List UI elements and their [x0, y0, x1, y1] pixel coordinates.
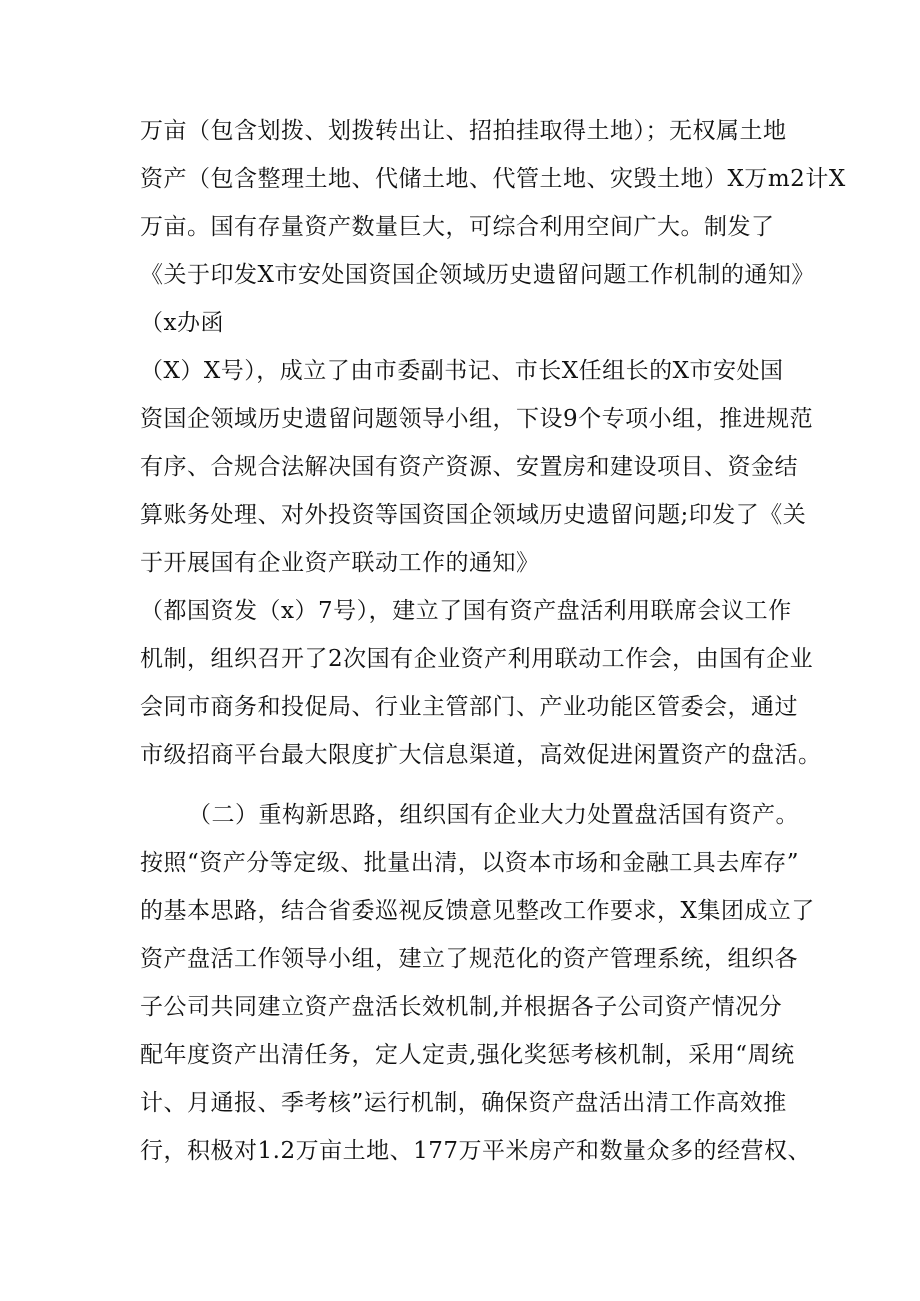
text-line: 配年度资产出清任务，定人定责,强化奖惩考核机制，采用“周统 — [140, 1042, 795, 1068]
text-line: 资产盘活工作领导小组，建立了规范化的资产管理系统，组织各 — [140, 946, 798, 972]
text-line: 算账务处理、对外投资等国资国企领域历史遗留问题;印发了《关 — [140, 502, 807, 528]
text-line: （x办函 — [140, 310, 224, 336]
text-line: 机制，组织召开了2次国有企业资产利用联动工作会，由国有企业 — [140, 646, 814, 672]
text-line: 《关于印发X市安处国资国企领域历史遗留问题工作机制的通知》 — [140, 262, 815, 288]
text-line: 资产（包含整理土地、代储土地、代管土地、灾毁土地）X万m2计X — [140, 166, 846, 192]
text-line: （X）X号），成立了由市委副书记、市长X任组长的X市安处国 — [140, 358, 784, 384]
text-line: 的基本思路，结合省委巡视反馈意见整改工作要求，X集团成立了 — [140, 898, 815, 924]
text-line: 有序、合规合法解决国有资产资源、安置房和建设项目、资金结 — [140, 454, 798, 480]
text-line: （都国资发（x）7号），建立了国有资产盘活利用联席会议工作 — [140, 598, 792, 624]
text-line: 万亩（包含划拨、划拨转出让、招拍挂取得土地）；无权属土地 — [140, 118, 787, 144]
text-line: 万亩。国有存量资产数量巨大，可综合利用空间广大。制发了 — [140, 214, 775, 240]
text-line: 按照“资产分等定级、批量出清，以资本市场和金融工具去库存” — [140, 850, 800, 876]
text-line: 行，积极对1.2万亩土地、177万平米房产和数量众多的经营权、 — [140, 1138, 811, 1164]
text-line: 计、月通报、季考核”运行机制，确保资产盘活出清工作高效推 — [140, 1090, 787, 1116]
text-line: 资国企领域历史遗留问题领导小组，下设9个专项小组，推进规范 — [140, 406, 814, 432]
text-line: 市级招商平台最大限度扩大信息渠道，高效促进闲置资产的盘活。 — [140, 742, 822, 768]
section-heading-line: （二）重构新思路，组织国有企业大力处置盘活国有资产。 — [188, 802, 799, 828]
text-line: 会同市商务和投促局、行业主管部门、产业功能区管委会，通过 — [140, 694, 798, 720]
text-line: 子公司共同建立资产盘活长效机制,并根据各子公司资产情况分 — [140, 994, 783, 1020]
text-line: 于开展国有企业资产联动工作的通知》 — [140, 550, 540, 576]
